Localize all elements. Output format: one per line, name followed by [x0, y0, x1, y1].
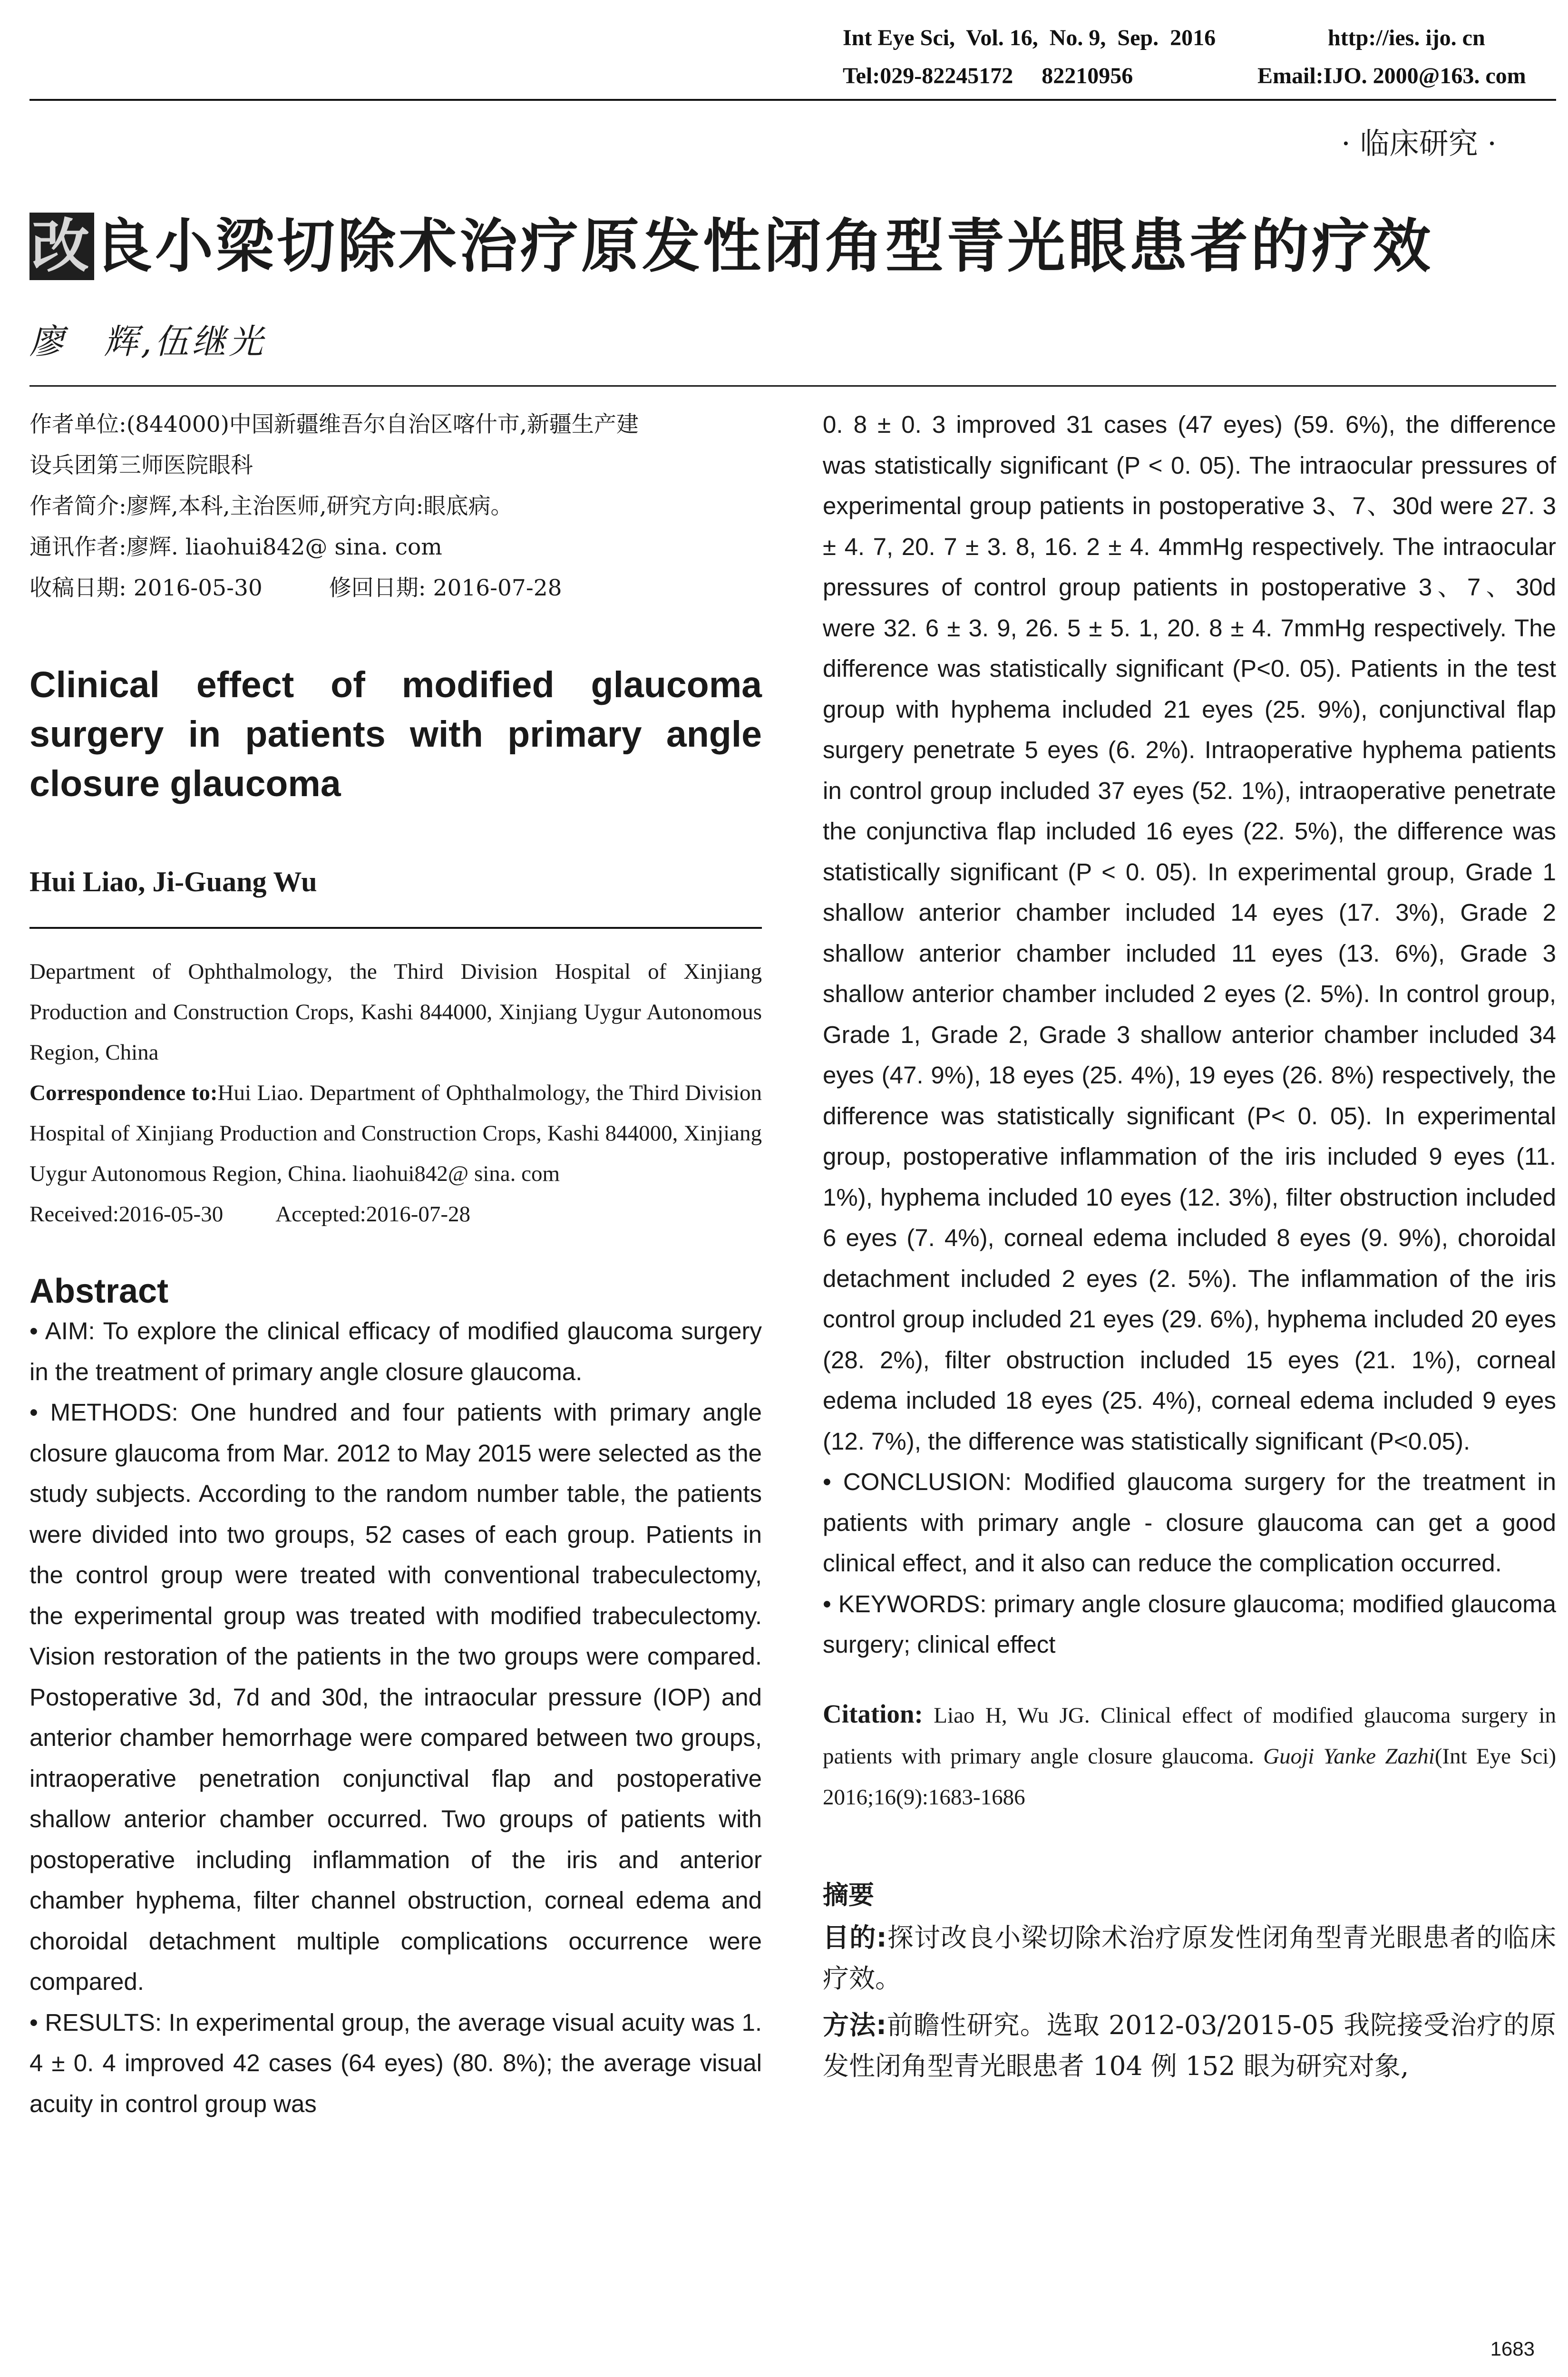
correspondence-en	[29, 1073, 762, 1194]
aim-cn-text: 探讨改良小梁切除术治疗原发性闭角型青光眼患者的临床疗效。	[823, 1922, 1556, 1994]
aim-cn-label: 目的:	[823, 1922, 887, 1953]
revised-cn: 修回日期: 2016-07-28	[329, 575, 562, 601]
right-column	[823, 404, 1556, 2086]
bio-cn: 作者简介:廖辉,本科,主治医师,研究方向:眼底病。	[29, 493, 513, 519]
journal-url[interactable]: http://ies. ijo. cn	[1328, 25, 1485, 50]
abstract-heading: Abstract	[29, 1272, 169, 1310]
abstract-cn-aim	[823, 1917, 1556, 1999]
journal-tel: Tel:029-82245172 82210956	[843, 63, 1133, 88]
department-en: Department of Ophthalmology, the Third Division Hospital of Xinjiang Production and Construction Crops, Kashi 844000, Xinjiang Uygur Autonomous Region, China	[29, 959, 762, 1065]
methods-cn-text: 前瞻性研究。选取 2012-03/2015-05 我院接受治疗的原发性闭角型青光眼患者 104 例 152 眼为研究对象,	[823, 2009, 1556, 2081]
abstract-results-part2: 0. 8 ± 0. 3 improved 31 cases (47 eyes) (59. 6%), the difference was statistically significant (P < 0. 05). The intraocular pressures of experimental group patients in postoperative 3、7、30d were 27. 3 ± 4. 7, 20. 7 ± 3. 8, 16. 2 ± 4. 4mmHg respectively. The intraocular pressures of control group patients in postoperative 3、7、30d were 32. 6 ± 3. 9, 26. 5 ± 5. 1, 20. 8 ± 4. 7mmHg respectively. The difference was statistically significant (P<0. 05). Patients in the test group with hyphema included 21 eyes (25. 9%), conjunctival flap surgery penetrate 5 eyes (6. 2%). Intraoperative hyphema patients in control group included 37 eyes (52. 1%), intraoperative penetrate the conjunctiva flap included 16 eyes (22. 5%), the difference was statistically significant (P < 0. 05). In experimental group, Grade 1 shallow anterior chamber included 14 eyes (17. 3%), Grade 2 shallow anterior chamber included 11 eyes (13. 6%), Grade 3 shallow anterior chamber included 2 eyes (2. 5%). In control group, Grade 1, Grade 2, Grade 3 shallow anterior chamber included 34 eyes (47. 9%), 18 eyes (25. 4%), 19 eyes (26. 8%) respectively, the difference was statistically significant (P< 0. 05). In experimental group, postoperative inflammation of the iris included 9 eyes (11. 1%), hyphema included 10 eyes (12. 3%), filter obstruction included 6 eyes (7. 4%), corneal edema included 8 eyes (9. 9%), choroidal detachment included 2 eyes (2. 5%). The inflammation of the iris control group included 21 eyes (29. 6%), hyphema included 20 eyes (28. 2%), filter obstruction included 15 eyes (21. 1%), corneal edema included 18 eyes (25. 4%), corneal edema included 9 eyes (12. 7%), the difference was statistically significant (P<0.05).	[823, 411, 1556, 1455]
title-rest: 良小梁切除术治疗原发性闭角型青光眼患者的疗效	[94, 213, 1433, 280]
accepted-en: Accepted:2016-07-28	[275, 1202, 471, 1227]
abstract-cn-heading: 摘要	[823, 1880, 874, 1910]
abstract-conclusion: • CONCLUSION: Modified glaucoma surgery for the treatment in patients with primary angle - closure glaucoma can get a good clinical effect, and it also can reduce the complication occurred.	[823, 1468, 1556, 1577]
journal-info: Int Eye Sci, Vol. 16, No. 9, Sep. 2016	[843, 25, 1216, 50]
citation-journal: Guoji Yanke Zazhi	[1263, 1744, 1435, 1769]
correspondence-text: Hui Liao. Department of Ophthalmology, the Third Division Hospital of Xinjiang Production and Construction Crops, Kashi 844000, Xinjiang Uygur Autonomous Region, China. liaohui842@ sina. com	[29, 1081, 762, 1186]
title-initial-char: 改	[29, 213, 94, 280]
citation	[823, 1694, 1556, 1818]
journal-email[interactable]: Email:IJO. 2000@163. com	[1257, 63, 1526, 88]
abstract-methods: • METHODS: One hundred and four patients with primary angle closure glaucoma from Mar. 2012 to May 2015 were selected as the study subjects. According to the random number table, the patients were divided into two groups, 52 cases of each group. Patients in the control group were treated with conventional trabeculectomy, the experimental group was treated with modified trabeculectomy. Vision restoration of the patients in the two groups were compared. Postoperative 3d, 7d and 30d, the intraocular pressure (IOP) and anterior chamber hemorrhage were compared between two groups, intraoperative penetration conjunctival flap and postoperative shallow anterior chamber occurred. Two groups of patients with postoperative including inflammation of the iris and anterior chamber hyphema, filter channel obstruction, corneal edema and choroidal detachment multiple complications occurrence were compared.	[29, 1399, 762, 1995]
correspondence-label: Correspondence to:	[29, 1081, 218, 1105]
article-title-cn	[29, 200, 1433, 283]
header-rule	[29, 99, 1556, 101]
dates-cn	[29, 568, 762, 609]
abstract-cn-methods	[823, 2005, 1556, 2086]
methods-cn-label: 方法:	[823, 2009, 886, 2040]
authors-rule	[29, 927, 762, 929]
received-cn: 收稿日期: 2016-05-30	[29, 575, 263, 601]
article-title-en: Clinical effect of modified glaucoma surgery in patients with primary angle closure glaucoma	[29, 664, 762, 804]
page-number: 1683	[1490, 2338, 1535, 2360]
left-column	[29, 404, 762, 2124]
affiliation-cn-1: 作者单位:(844000)中国新疆维吾尔自治区喀什市,新疆生产建	[29, 411, 639, 438]
authors-cn: 廖 辉,伍继光	[29, 321, 266, 361]
section-tag: · 临床研究 ·	[1341, 126, 1497, 161]
dates-en	[29, 1194, 762, 1235]
abstract-keywords: • KEYWORDS: primary angle closure glaucoma; modified glaucoma surgery; clinical effect	[823, 1590, 1556, 1658]
citation-label: Citation:	[823, 1699, 923, 1728]
received-en: Received:2016-05-30	[29, 1202, 224, 1227]
citation-text: Liao H, Wu JG. Clinical effect of modified glaucoma surgery in patients with primary angle closure glaucoma.	[823, 1703, 1556, 1769]
title-rule	[29, 385, 1556, 387]
abstract-results-part1: • RESULTS: In experimental group, the average visual acuity was 1. 4 ± 0. 4 improved 42 cases (64 eyes) (80. 8%); the average visual acuity in control group was	[29, 2008, 762, 2117]
abstract-aim: • AIM: To explore the clinical efficacy of modified glaucoma surgery in the treatment of primary angle closure glaucoma.	[29, 1317, 762, 1385]
affiliation-cn-2: 设兵团第三师医院眼科	[29, 452, 253, 478]
authors-en: Hui Liao, Ji-Guang Wu	[29, 866, 317, 897]
citation-journal-en: (Int Eye Sci)	[1434, 1744, 1557, 1769]
correspondence-cn: 通讯作者:廖辉. liaohui842@ sina. com	[29, 534, 442, 560]
affiliation-en	[29, 952, 762, 1235]
citation-year-vol: 2016;16(9):1683-1686	[823, 1784, 1025, 1810]
